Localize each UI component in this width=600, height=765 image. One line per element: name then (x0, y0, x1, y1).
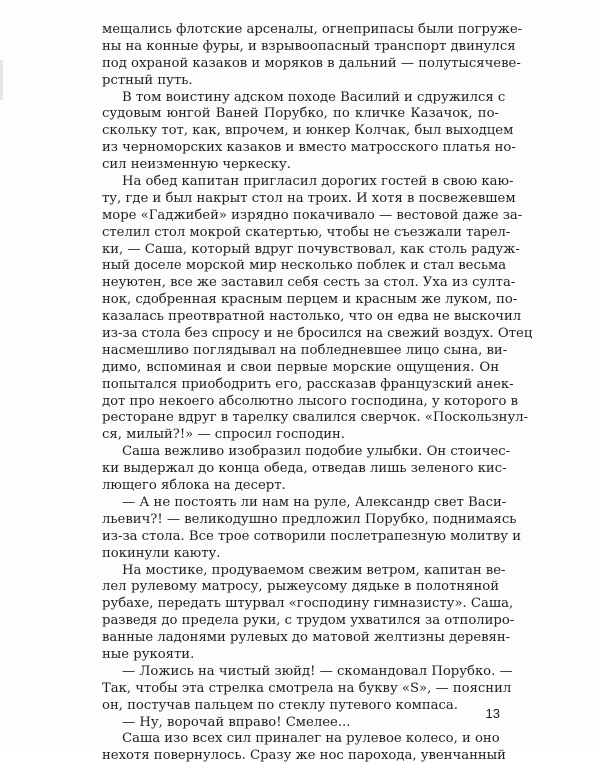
text-line: ный доселе морской мир несколько поблек и стал весьма (102, 258, 507, 274)
text-line: из черноморских казаков и вместо матросского платья но- (102, 140, 516, 156)
text-line: Так, чтобы эта стрелка смотрела на букву «S», — пояснил (102, 680, 512, 696)
text-line: из-за стола без спросу и не бросился на свежий воздух. Отец (102, 326, 533, 342)
text-line: На мостике, продуваемом свежим ветром, капитан ве- (122, 562, 506, 578)
text-line: мещались флотские арсеналы, огнеприпасы были погруже- (102, 22, 523, 37)
text-line: сил неизменную черкеску. (102, 157, 291, 173)
text-line: море «Гаджибей» изрядно покачивало — вестовой даже за- (102, 207, 523, 223)
text-line: — Ну, ворочай вправо! Смелее... (122, 714, 351, 730)
text-line: он, постучав пальцем по стеклу путевого компаса. (102, 697, 458, 713)
text-line: покинули каюту. (102, 545, 221, 561)
text-line: ванные ладонями рулевых до матовой желтизны деревян- (102, 630, 511, 646)
text-line: нехотя повернулось. Сразу же нос парохода, увенчанный (102, 748, 506, 764)
text-line: — А не постоять ли нам на руле, Александр свет Васи- (122, 494, 507, 510)
text-line: ки, — Саша, который вдруг почувствовал, как столь радуж- (102, 241, 520, 257)
text-line: димо, вспоминая и свои первые морские ощущения. Он (102, 359, 499, 375)
text-line: ные рукояти. (102, 646, 195, 662)
text-line: Саша вежливо изобразил подобие улыбки. Он стоичес- (122, 444, 511, 460)
text-line: попытался приободрить его, рассказав французский анек- (102, 376, 514, 392)
page-number: 13 (485, 706, 500, 721)
text-line: ресторане вдруг в тарелку свалился сверчок. «Поскользнул- (102, 410, 529, 426)
text-line: скольку тот, как, впрочем, и юнкер Колчак, был выходцем (102, 123, 514, 139)
text-line: дот про некоего абсолютно лысого господина, у которого в (102, 393, 519, 409)
text-line: стелил стол мокрой скатертью, чтобы не съезжали тарел- (102, 224, 511, 240)
text-line: насмешливо поглядывал на побледневшее лицо сына, ви- (102, 342, 508, 358)
text-line: Саша изо всех сил приналег на рулевое колесо, и оно (122, 731, 500, 747)
text-line: казалась преотвратной настолько, что он едва не выскочил (102, 309, 522, 325)
text-line: разведя до предела руки, с трудом ухватился за отполиро- (102, 613, 515, 629)
text-line: судовым юнгой Ваней Порубко, по кличке Казачок, по- (102, 106, 499, 122)
text-line: льевич?! — великодушно предложил Порубко, поднимаясь (102, 511, 517, 527)
text-line: лел рулевому матросу, рыжеусому дядьке в полотняной (102, 579, 499, 595)
text-line: из-за стола. Все трое сотворили послетрапезную молитву и (102, 528, 521, 544)
text-line: лющего яблока на десерт. (102, 478, 286, 494)
text-line: ся, милый?!» — спросил господин. (102, 427, 345, 443)
text-line: рстный путь. (102, 72, 193, 88)
text-line: неуютен, все же заставил себя сесть за стол. Уха из султа- (102, 275, 516, 291)
text-line: нок, сдобренная красным перцем и красным же луком, по- (102, 292, 518, 308)
text-line: рубахе, передать штурвал «господину гимназисту». Саша, (102, 596, 514, 612)
text-line: ны на конные фуры, и взрывоопасный транспорт двинулся (102, 38, 516, 54)
body-text (102, 22, 533, 765)
page-edge-shadow (0, 60, 3, 100)
text-line: ту, где и был накрыт стол на троих. И хотя в посвежевшем (102, 190, 516, 206)
text-line: В том воистину адском походе Василий и сдружился с (122, 89, 506, 105)
text-line: На обед капитан пригласил дорогих гостей в свою каю- (122, 174, 514, 190)
text-line: — Ложись на чистый зюйд! — скомандовал Порубко. — (122, 663, 513, 679)
text-line: ки выдержал до конца обеда, отведав лишь зеленого кис- (102, 461, 507, 477)
text-line: под охраной казаков и моряков в дальний — полутысячеве- (102, 55, 521, 71)
